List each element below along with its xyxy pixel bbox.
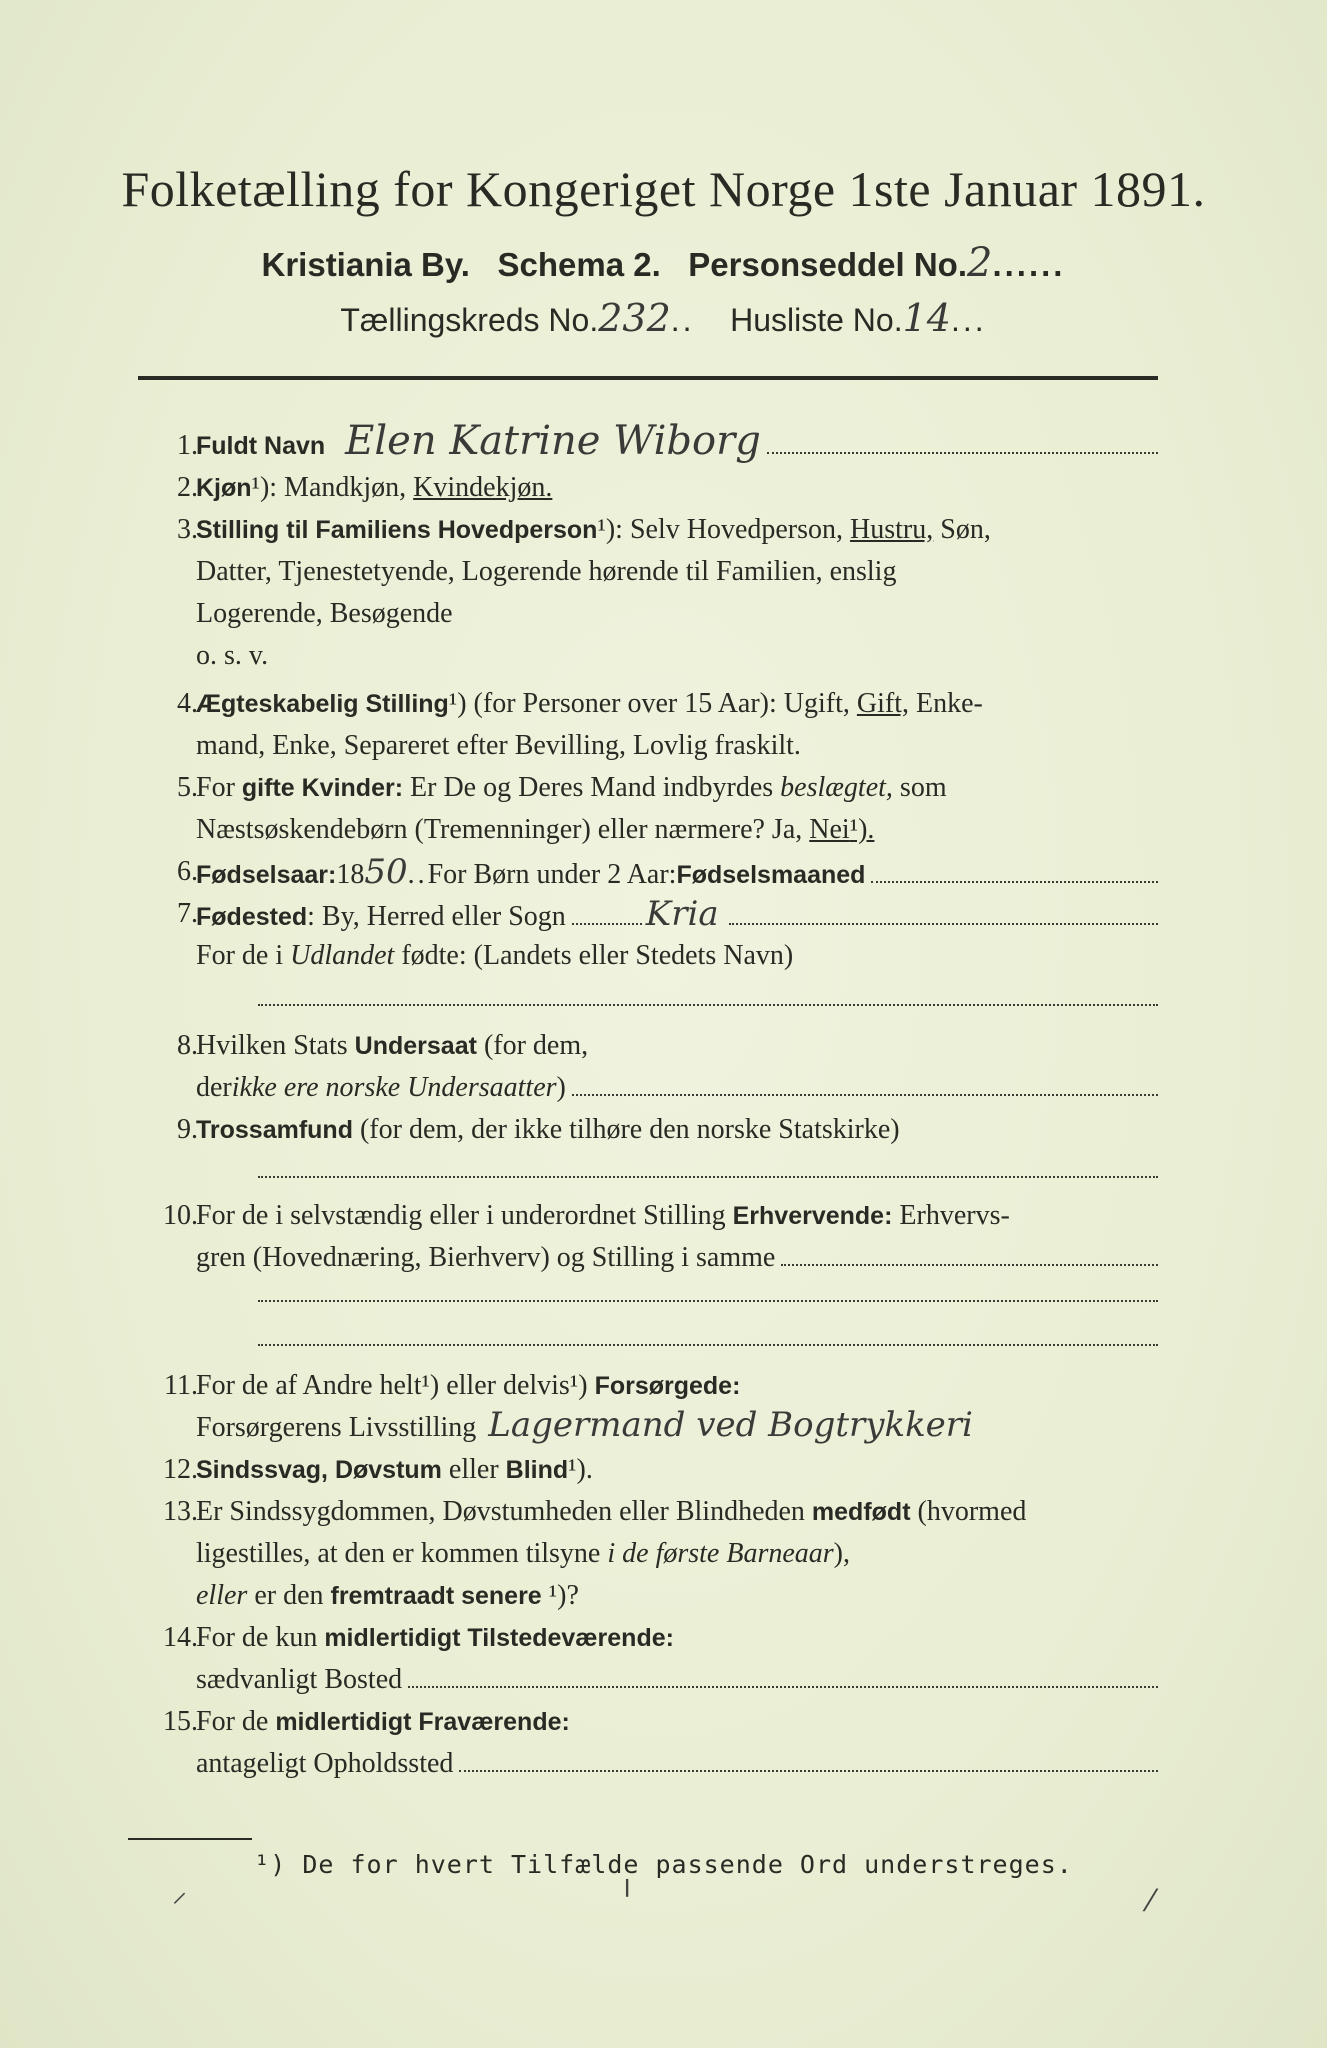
- item-number: 14.: [163, 1622, 198, 1653]
- text-stilling: ¹): Selv Hovedperson,: [597, 514, 851, 545]
- dotted-fill: [572, 1072, 1158, 1096]
- text-gifte: Er De og Deres Mand indbyrdes: [403, 772, 781, 803]
- footnote: ¹) De for hvert Tilfælde passende Ord understreges.: [254, 1850, 1073, 1879]
- form-subtitle-2: [0, 296, 1327, 340]
- label-blind: Blind: [505, 1456, 569, 1484]
- label-stilling: Stilling til Familiens Hovedperson: [196, 516, 598, 544]
- dotted-fill: [729, 901, 1158, 925]
- label-medfodt: medfødt: [811, 1498, 911, 1526]
- personseddel-dots: ......: [992, 246, 1066, 283]
- header-rule: [138, 376, 1158, 380]
- item-1-line: [196, 418, 1158, 466]
- item-number: 2.: [177, 472, 198, 503]
- text-ligestilles: ligestilles, at den er kommen tilsyne: [196, 1538, 608, 1569]
- answer-line-9: [258, 1176, 1158, 1178]
- text-beslaegtet: beslægtet,: [780, 772, 893, 803]
- dotted-fill: [871, 859, 1158, 883]
- label-fodselsaar: Fødselsaar:: [196, 861, 337, 889]
- text-gren: gren (Hovednæring, Bierhverv) og Stilling i samme: [196, 1242, 776, 1273]
- dotted-fill: [459, 1748, 1158, 1772]
- label-fravaerende: midlertidigt Fraværende:: [275, 1708, 570, 1736]
- text-ref: ¹).: [568, 1454, 593, 1485]
- personseddel-label: Personseddel No.: [688, 246, 968, 283]
- year-dots: ..: [407, 859, 428, 890]
- text-aegteskab: ¹) (for Personer over 15 Aar): Ugift,: [448, 688, 857, 719]
- item-number: 5.: [177, 772, 198, 803]
- label-forsorgede: Forsørgede:: [594, 1372, 741, 1400]
- label-aegteskabelig: Ægteskabelig Stilling: [196, 690, 449, 718]
- label-fodested: Fødested: [196, 903, 308, 931]
- item-number: 10.: [163, 1200, 198, 1231]
- label-erhvervende: Erhvervende:: [732, 1202, 893, 1230]
- answer-birthplace: Kria: [645, 894, 719, 934]
- text-forsorgerens: Forsørgerens Livsstilling: [196, 1412, 477, 1443]
- text-for-dem: (for dem,: [476, 1030, 589, 1061]
- krets-label: Tællingskreds No.: [340, 302, 599, 338]
- dotted-fill: [767, 430, 1158, 454]
- footnote-rule: [128, 1838, 252, 1840]
- text-for-de-i: For de i: [196, 940, 291, 971]
- item-number: 12.: [163, 1454, 198, 1485]
- text-hvilken-stats: Hvilken Stats: [196, 1030, 355, 1061]
- text-son: Søn,: [933, 514, 991, 545]
- label-gifte-kvinder: gifte Kvinder:: [241, 774, 404, 802]
- item-number: 13.: [163, 1496, 198, 1527]
- text-opholdssted: antageligt Opholdssted: [196, 1748, 454, 1779]
- answer-birth-year: 50: [364, 852, 408, 892]
- text-for: For: [196, 772, 242, 803]
- label-kjon: Kjøn: [196, 474, 252, 502]
- husliste-dots: ...: [950, 302, 987, 338]
- city-label: Kristiania By.: [261, 246, 470, 283]
- label-undersaat: Undersaat: [354, 1032, 477, 1060]
- text-by-herred: : By, Herred eller Sogn: [307, 901, 566, 932]
- text-hustru-underlined: Hustru,: [850, 514, 934, 545]
- answer-name: Elen Katrine Wiborg: [345, 418, 761, 464]
- text-close: ),: [833, 1538, 850, 1569]
- text-paren: ): [556, 1072, 566, 1103]
- text-aegteskab-2: mand, Enke, Separeret efter Bevilling, Lovlig fraskilt.: [196, 730, 801, 761]
- item-number: 11.: [164, 1370, 198, 1401]
- personseddel-value: 2: [967, 240, 993, 286]
- text-18: 18: [336, 859, 365, 890]
- text-erhvervs: Erhvervs-: [892, 1200, 1010, 1231]
- dotted-fill: [572, 901, 642, 925]
- text-bosted: sædvanligt Bosted: [196, 1664, 403, 1695]
- text-nei-underlined: Nei: [809, 814, 850, 845]
- text-question: ¹)?: [541, 1580, 579, 1611]
- item-number: 1.: [177, 430, 198, 461]
- label-trossamfund: Trossamfund: [196, 1116, 353, 1144]
- text-osv: o. s. v.: [196, 640, 269, 671]
- schema-label: Schema 2.: [497, 246, 661, 283]
- text-kvindekjon-underlined: Kvindekjøn.: [413, 472, 553, 503]
- answer-line-10b: [258, 1344, 1158, 1346]
- label-tilstedevaerende: midlertidigt Tilstedeværende:: [324, 1624, 674, 1652]
- item-number: 7.: [177, 898, 198, 929]
- text-eller: eller: [441, 1454, 506, 1485]
- text-for-de: For de: [196, 1706, 276, 1737]
- krets-dots: ..: [670, 302, 695, 338]
- text-enke: Enke-: [909, 688, 983, 719]
- text-der: der: [196, 1072, 232, 1103]
- text-gift-underlined: Gift,: [856, 688, 909, 719]
- text-stilling-3: Logerende, Besøgende: [196, 598, 453, 629]
- label-sindssvag: Sindssvag, Døvstum: [196, 1456, 442, 1484]
- label-fremtraadt: fremtraadt senere: [330, 1582, 542, 1610]
- label-fodselsmaaned: Fødselsmaaned: [676, 861, 866, 889]
- answer-line-10a: [258, 1300, 1158, 1302]
- krets-value: 232: [598, 296, 671, 340]
- form-subtitle: [0, 240, 1327, 286]
- pencil-mark: ⸍: [172, 1887, 187, 1922]
- pencil-mark: ⁄: [1148, 1884, 1154, 1919]
- text-hvormed: (hvormed: [910, 1496, 1027, 1527]
- item-number: 4.: [177, 688, 198, 719]
- item-number: 9.: [177, 1114, 198, 1145]
- text-sindssygdommen: Er Sindssygdommen, Døvstumheden eller Blindheden: [196, 1496, 812, 1527]
- text-fodte: fødte: (Landets eller Stedets Navn): [394, 940, 794, 971]
- pencil-mark: ╵: [618, 1880, 637, 1915]
- item-number: 3.: [177, 514, 198, 545]
- item-number: 8.: [177, 1030, 198, 1061]
- answer-provider-occupation: Lagermand ved Bogtrykkeri: [488, 1405, 973, 1445]
- text-stilling-2: Datter, Tjenestetyende, Logerende hørende til Familien, enslig: [196, 556, 897, 587]
- text-ikke-norske: ikke ere norske Undersaatter: [231, 1072, 557, 1103]
- item-number: 6.: [177, 856, 198, 887]
- text-barneaar: i de første Barneaar: [607, 1538, 834, 1569]
- text-for-de-kun: For de kun: [196, 1622, 325, 1653]
- text-eller-italic: eller: [196, 1580, 248, 1611]
- text-som: som: [892, 772, 947, 803]
- text-kjon-options: ¹): Mandkjøn,: [251, 472, 414, 503]
- text-trossamfund: (for dem, der ikke tilhøre den norske Statskirke): [352, 1114, 900, 1145]
- text-af-andre: For de af Andre helt¹) eller delvis¹): [196, 1370, 595, 1401]
- text-footnote-ref: ¹).: [849, 814, 875, 845]
- dotted-fill: [781, 1242, 1158, 1266]
- husliste-value: 14: [902, 296, 951, 340]
- answer-line-7: [258, 1004, 1158, 1006]
- text-naestsoskende: Næstsøskendebørn (Tremenninger) eller nærmere? Ja,: [196, 814, 810, 845]
- text-er-den: er den: [247, 1580, 331, 1611]
- text-udlandet: Udlandet: [290, 940, 395, 971]
- form-title: Folketælling for Kongeriget Norge 1ste Januar 1891.: [121, 161, 1206, 217]
- dotted-fill: [408, 1664, 1158, 1688]
- item-number: 15.: [163, 1706, 198, 1737]
- husliste-label: Husliste No.: [730, 302, 903, 338]
- label-fuldt-navn: Fuldt Navn: [196, 432, 326, 460]
- text-selvstaendig: For de i selvstændig eller i underordnet Stilling: [196, 1200, 733, 1231]
- text-born-under: For Børn under 2 Aar:: [427, 859, 677, 890]
